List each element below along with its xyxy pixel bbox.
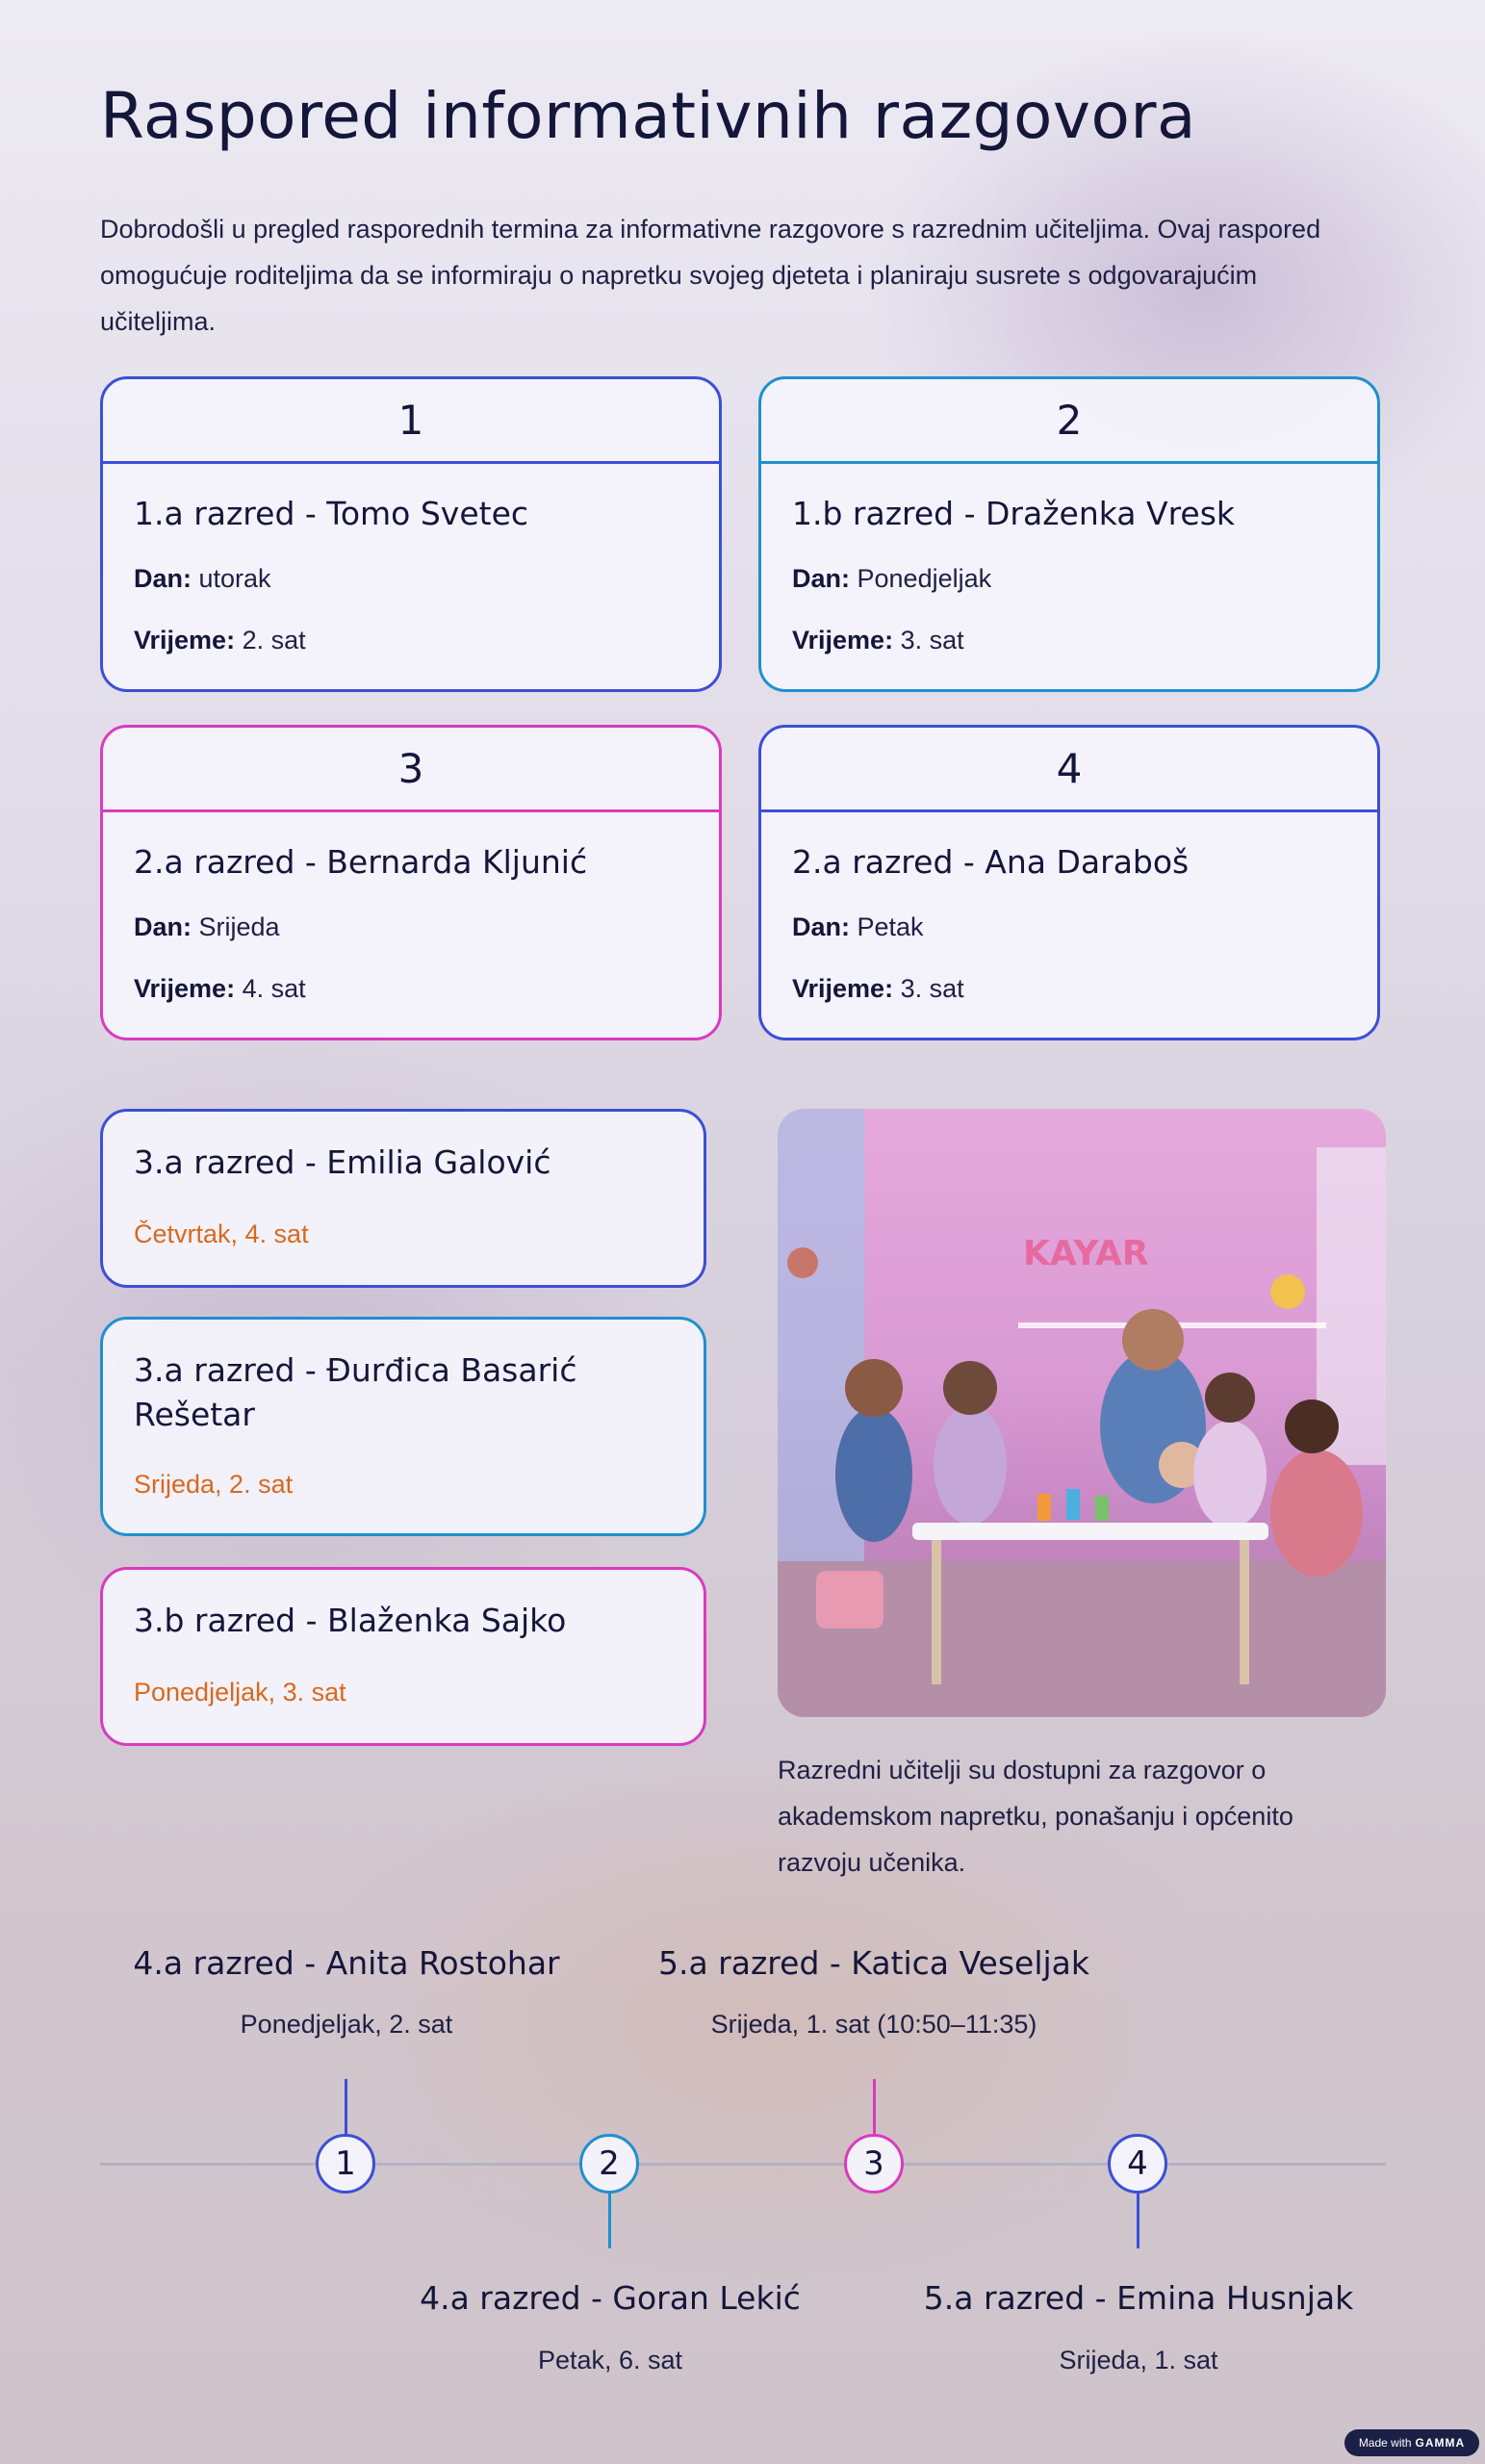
card-number: 1 xyxy=(103,379,719,464)
card-title: 2.a razred - Bernarda Kljunić xyxy=(134,843,588,881)
teacher-card-title: 3.a razred - Đurđica Basarić Rešetar xyxy=(134,1351,577,1433)
time-label: Vrijeme: xyxy=(792,626,894,654)
photo-caption: Razredni učitelji su dostupni za razgovor o akademskom napretku, ponašanju i općenito razvoju učenika. xyxy=(778,1756,1293,1877)
classroom-photo xyxy=(778,1109,1386,1717)
teacher-card-title: 3.a razred - Emilia Galović xyxy=(134,1143,551,1181)
time-label: Vrijeme: xyxy=(134,974,236,1003)
teacher-card-blazenka xyxy=(100,1567,706,1746)
intro-paragraph: Dobrodošli u pregled rasporednih termina za informativne razgovore s razrednim učiteljima. Ovaj raspored omogućuje roditeljima da se informiraju o napretku svojeg djeteta i planiraju susrete s odgovarajućim učiteljima. xyxy=(100,215,1321,336)
card-number: 4 xyxy=(761,728,1377,812)
day-label: Dan: xyxy=(134,912,192,941)
schedule-card-2 xyxy=(758,376,1380,692)
schedule-card-4 xyxy=(758,725,1380,1040)
card-day: Srijeda xyxy=(198,912,280,941)
schedule-card-1 xyxy=(100,376,722,692)
page-title: Raspored informativnih razgovora xyxy=(100,79,1196,153)
card-time-row xyxy=(134,626,306,655)
timeline-connector-4 xyxy=(1137,2193,1139,2248)
timeline-detail-3: Srijeda, 1. sat (10:50–11:35) xyxy=(710,2010,1037,2039)
card-time: 2. sat xyxy=(242,626,306,654)
card-day-row xyxy=(134,564,271,594)
time-label: Vrijeme: xyxy=(792,974,894,1003)
teacher-card-title: 3.b razred - Blaženka Sajko xyxy=(134,1602,567,1639)
badge-prefix: Made with xyxy=(1358,2436,1412,2450)
card-time: 3. sat xyxy=(900,974,964,1003)
timeline-marker-3: 3 xyxy=(844,2134,904,2194)
card-title: 1.b razred - Draženka Vresk xyxy=(792,495,1236,532)
teacher-card-emilia xyxy=(100,1109,706,1288)
card-title: 1.a razred - Tomo Svetec xyxy=(134,495,529,532)
card-time-row xyxy=(134,974,306,1004)
timeline-connector-3 xyxy=(873,2079,876,2135)
timeline-detail-1: Ponedjeljak, 2. sat xyxy=(240,2010,453,2039)
timeline-connector-1 xyxy=(345,2079,347,2135)
card-title: 2.a razred - Ana Daraboš xyxy=(792,843,1190,881)
timeline-detail-2: Petak, 6. sat xyxy=(537,2346,683,2374)
made-with-gamma-badge[interactable] xyxy=(1344,2429,1479,2456)
card-day: utorak xyxy=(198,564,271,593)
badge-brand: GAMMA xyxy=(1415,2436,1466,2450)
day-label: Dan: xyxy=(792,564,850,593)
timeline-title-4: 5.a razred - Emina Husnjak xyxy=(923,2279,1354,2317)
timeline-marker-2: 2 xyxy=(579,2134,639,2194)
teacher-card-detail: Četvrtak, 4. sat xyxy=(134,1219,309,1248)
timeline-marker-1: 1 xyxy=(316,2134,375,2194)
card-number: 2 xyxy=(761,379,1377,464)
card-time-row xyxy=(792,974,964,1004)
day-label: Dan: xyxy=(792,912,850,941)
time-label: Vrijeme: xyxy=(134,626,236,654)
classroom-illustration xyxy=(778,1109,1386,1717)
timeline-detail-4: Srijeda, 1. sat xyxy=(1059,2346,1218,2374)
timeline-marker-4: 4 xyxy=(1108,2134,1167,2194)
card-day-row xyxy=(792,564,991,594)
card-time: 4. sat xyxy=(242,974,306,1003)
timeline-title-3: 5.a razred - Katica Veseljak xyxy=(657,1944,1089,1982)
card-time-row xyxy=(792,626,964,655)
teacher-card-detail: Srijeda, 2. sat xyxy=(134,1470,294,1499)
wall-letters: KAYAR xyxy=(1023,1234,1149,1273)
schedule-card-3 xyxy=(100,725,722,1040)
teacher-card-durdica xyxy=(100,1317,706,1536)
timeline-connector-2 xyxy=(608,2193,611,2248)
card-number: 3 xyxy=(103,728,719,812)
card-day: Petak xyxy=(857,912,924,941)
timeline-title-1: 4.a razred - Anita Rostohar xyxy=(133,1944,560,1982)
day-label: Dan: xyxy=(134,564,192,593)
timeline-title-2: 4.a razred - Goran Lekić xyxy=(420,2279,801,2317)
card-day-row xyxy=(134,912,280,942)
timeline-axis xyxy=(100,2163,1386,2166)
card-time: 3. sat xyxy=(900,626,964,654)
teacher-card-detail: Ponedjeljak, 3. sat xyxy=(134,1678,346,1707)
card-day: Ponedjeljak xyxy=(857,564,992,593)
card-day-row xyxy=(792,912,924,942)
